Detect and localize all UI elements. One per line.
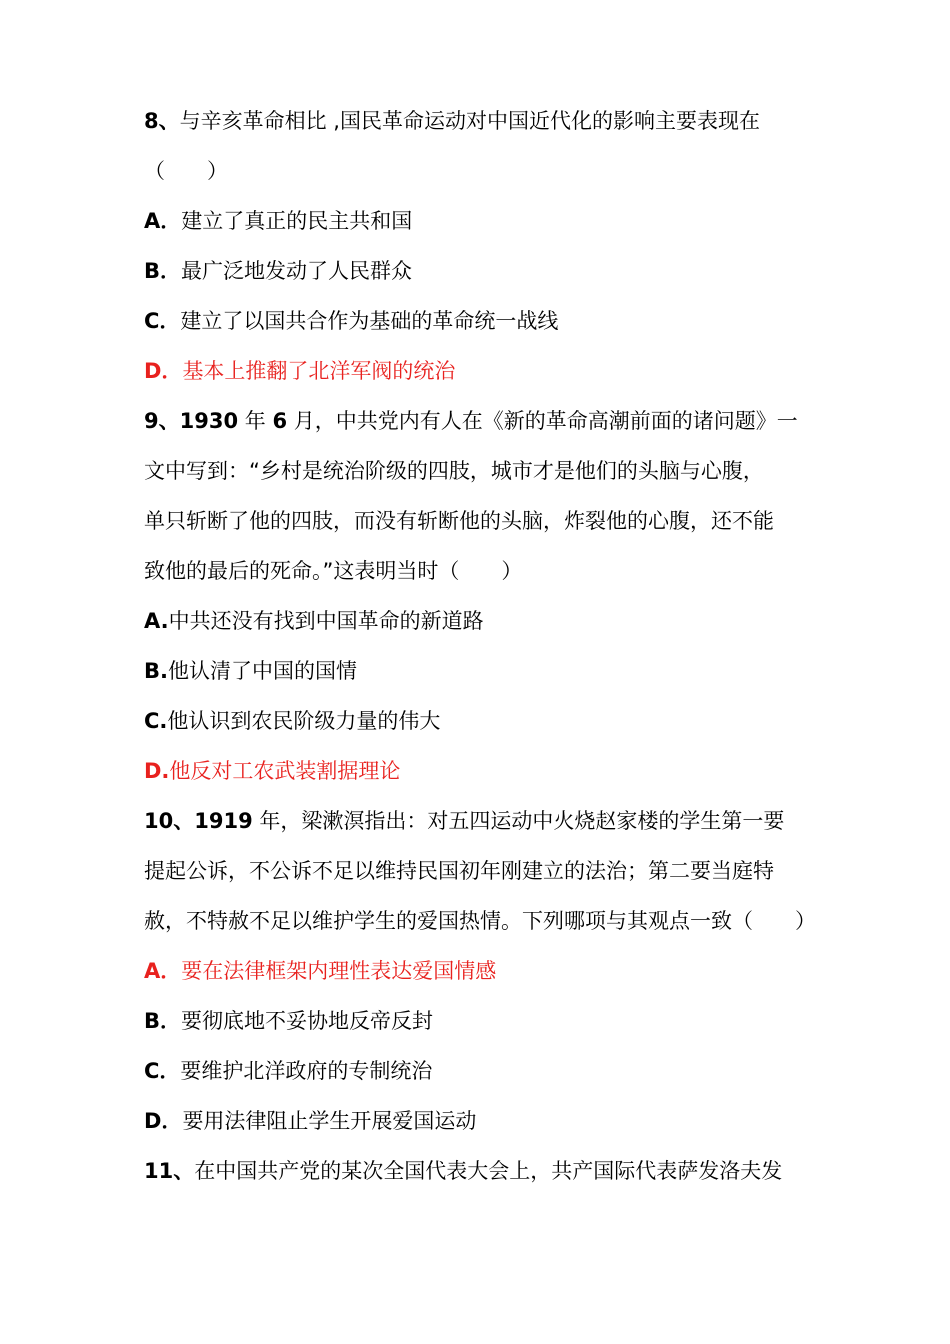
q8-stem-line-1 <box>144 106 824 136</box>
q8-stem-line-2: （ ） <box>144 159 228 183</box>
option-text: 要用法律阻止学生开展爱国运动 <box>182 1109 477 1133</box>
option-letter: D. <box>144 759 170 783</box>
q11-stem-text: 在中国共产党的某次全国代表大会上，共产国际代表萨发洛夫发 <box>194 1159 783 1183</box>
q8-option-b <box>144 256 824 286</box>
option-text: 最广泛地发动了人民群众 <box>181 259 413 283</box>
q10-number: 10、 <box>144 809 195 833</box>
option-text: 建立了以国共合作为基础的革命统一战线 <box>180 309 559 333</box>
option-text: 他认识到农民阶级力量的伟大 <box>167 709 441 733</box>
q11-number: 11、 <box>144 1159 195 1183</box>
q9-option-a <box>144 606 824 636</box>
option-text: 要彻底地不妥协地反帝反封 <box>181 1009 434 1033</box>
option-letter: D． <box>144 1109 183 1133</box>
option-letter: C． <box>144 1059 181 1083</box>
option-letter: C. <box>144 709 168 733</box>
q10-year: 1919 <box>194 809 253 833</box>
q9-text-part: 月，中共党内有人在《新的革命高潮前面的诸问题》一 <box>287 409 798 433</box>
option-letter: A． <box>144 959 182 983</box>
option-letter: C． <box>144 309 181 333</box>
q10-text-part: 年，梁漱溟指出：对五四运动中火烧赵家楼的学生第一要 <box>252 809 785 833</box>
q10-option-c <box>144 1056 824 1086</box>
q9-text-part: 年 <box>238 409 273 433</box>
q10-stem-line-2: 提起公诉，不公诉不足以维持民国初年刚建立的法治；第二要当庭特 <box>144 859 774 883</box>
q8-stem-text: 与辛亥革命相比 ,国民革命运动对中国近代化的影响主要表现在 <box>179 109 760 133</box>
option-letter: A． <box>144 209 182 233</box>
q10-stem-line-1 <box>144 806 824 836</box>
option-letter: B. <box>144 659 168 683</box>
option-letter: D． <box>144 359 183 383</box>
q9-option-b <box>144 656 824 686</box>
q8-option-d-answer <box>144 356 824 386</box>
q9-stem-line-4: 致他的最后的死命。”这表明当时（ ） <box>144 559 523 583</box>
option-text: 建立了真正的民主共和国 <box>181 209 413 233</box>
option-letter: A. <box>144 609 169 633</box>
q9-option-c <box>144 706 824 736</box>
q10-stem-line-3: 赦，不特赦不足以维护学生的爱国热情。下列哪项与其观点一致（ ） <box>144 909 816 933</box>
q9-stem-line-3: 单只斩断了他的四肢，而没有斩断他的头脑，炸裂他的心腹，还不能 <box>144 509 774 533</box>
option-text: 他反对工农武装割据理论 <box>169 759 401 783</box>
option-text: 要在法律框架内理性表达爱国情感 <box>181 959 497 983</box>
q9-option-d-answer <box>144 756 824 786</box>
option-text: 他认清了中国的国情 <box>167 659 357 683</box>
q9-year: 1930 <box>179 409 239 433</box>
option-letter: B． <box>144 1009 182 1033</box>
q11-stem-line-1 <box>144 1156 824 1186</box>
option-text: 要维护北洋政府的专制统治 <box>180 1059 433 1083</box>
q8-option-c <box>144 306 824 336</box>
option-text: 基本上推翻了北洋军阀的统治 <box>182 359 456 383</box>
q9-month: 6 <box>272 409 288 433</box>
q8-option-a <box>144 206 824 236</box>
q10-option-a-answer <box>144 956 824 986</box>
option-letter: B． <box>144 259 182 283</box>
option-text: 中共还没有找到中国革命的新道路 <box>168 609 484 633</box>
q10-option-d <box>144 1106 824 1136</box>
q9-stem-line-2: 文中写到：“乡村是统治阶级的四肢，城市才是他们的头脑与心腹， <box>144 459 764 483</box>
q9-stem-line-1 <box>144 406 824 436</box>
q8-number: 8、 <box>144 109 180 133</box>
q9-number: 9、 <box>144 409 180 433</box>
q10-option-b <box>144 1006 824 1036</box>
